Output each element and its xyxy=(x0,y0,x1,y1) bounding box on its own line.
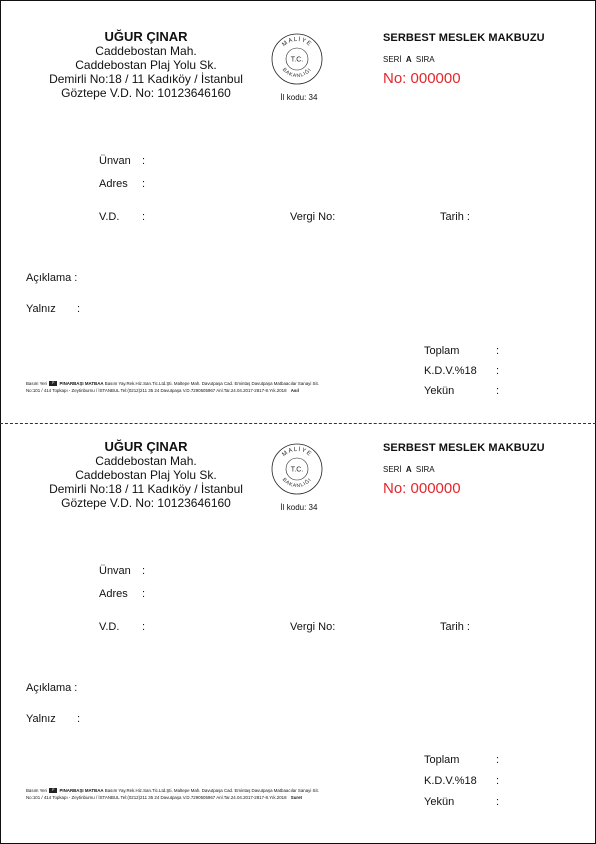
label-vergi-no: Vergi No: xyxy=(290,621,336,633)
issuer-name: UĞUR ÇINAR xyxy=(104,29,188,44)
series-letter: A xyxy=(405,465,412,474)
printer-details-2: No:101 / 414 Topkapı - Zeytinburnu / İSTANBUL Tel:(0212)211 35 24 Davutpaşa V.D.7290505967 Anl.Tar.24.04.2017-2817-8.Yık.2018 xyxy=(26,387,287,393)
label-vd: V.D. xyxy=(99,211,120,223)
series-suffix: SIRA xyxy=(415,465,435,474)
seal-bottom-text: BAKANLIĞI xyxy=(280,66,314,80)
printer-logo-icon: P xyxy=(49,381,57,386)
receipt-copy xyxy=(0,410,596,820)
label-kdv: K.D.V.%18 xyxy=(424,775,477,787)
label-unvan: Ünvan xyxy=(99,565,131,577)
seal-top-text: MALİYE xyxy=(281,36,313,49)
colon: : xyxy=(496,385,500,397)
printer-details-1: Basım Yay.Rek.Hiz.San.Tic.Ltd.Şti. Maltepe Mah. Davutpaşa Cad. Emintaş Davutpaşa Matbaacılar Sanayi Sit. xyxy=(104,381,319,386)
label-yekun: Yekün xyxy=(424,796,455,808)
colon: : xyxy=(496,345,500,357)
colon: : xyxy=(77,303,81,315)
printer-logo-icon: P xyxy=(49,788,57,793)
series-prefix: SERİ xyxy=(383,55,402,64)
receipt-number: No: 000000 xyxy=(383,480,461,497)
seal-center-text: T.C. xyxy=(290,56,304,64)
printer-brand: PINARBAŞI MATBAA xyxy=(59,381,104,386)
svg-text:BAKANLIĞI xyxy=(281,67,313,79)
copy-label: Suret xyxy=(290,794,302,800)
label-vergi-no: Vergi No: xyxy=(290,211,336,223)
label-tarih: Tarih : xyxy=(440,621,470,633)
issuer-address-1: Caddebostan Mah. xyxy=(95,454,197,468)
printer-imprint xyxy=(26,788,319,801)
series-suffix: SIRA xyxy=(415,55,435,64)
colon: : xyxy=(77,713,81,725)
printer-prefix: Basım Yeri xyxy=(26,381,47,386)
province-code: İl kodu: 34 xyxy=(280,503,318,512)
copy-label: Asıl xyxy=(290,387,299,393)
issuer-address-3: Demirli No:18 / 11 Kadıköy / İstanbul xyxy=(49,482,243,496)
colon: : xyxy=(496,754,500,766)
issuer-address-1: Caddebostan Mah. xyxy=(95,44,197,58)
svg-text:MALİYE xyxy=(281,36,312,48)
printer-details-1: Basım Yay.Rek.Hiz.San.Tic.Ltd.Şti. Maltepe Mah. Davutpaşa Cad. Emintaş Davutpaşa Matbaacılar Sanayi Sit. xyxy=(104,788,319,793)
series-letter: A xyxy=(405,55,412,64)
label-toplam: Toplam xyxy=(424,345,460,357)
label-adres: Adres xyxy=(99,588,128,600)
label-adres: Adres xyxy=(99,178,128,190)
colon: : xyxy=(142,565,146,577)
issuer-block xyxy=(0,30,292,100)
colon: : xyxy=(142,621,146,633)
colon: : xyxy=(142,155,146,167)
label-yekun: Yekün xyxy=(424,385,455,397)
series-line xyxy=(383,55,435,64)
colon: : xyxy=(142,178,146,190)
printer-brand: PINARBAŞI MATBAA xyxy=(59,788,104,793)
receipt-title: SERBEST MESLEK MAKBUZU xyxy=(383,32,545,44)
receipt-title: SERBEST MESLEK MAKBUZU xyxy=(383,442,545,454)
seal-center-text: T.C. xyxy=(290,466,304,474)
issuer-address-3: Demirli No:18 / 11 Kadıköy / İstanbul xyxy=(49,72,243,86)
colon: : xyxy=(496,365,500,377)
colon: : xyxy=(142,211,146,223)
label-unvan: Ünvan xyxy=(99,155,131,167)
ministry-seal-icon xyxy=(271,443,323,495)
label-toplam: Toplam xyxy=(424,754,460,766)
series-prefix: SERİ xyxy=(383,465,402,474)
issuer-address-2: Caddebostan Plaj Yolu Sk. xyxy=(75,58,217,72)
svg-text:MALİYE xyxy=(281,446,312,458)
colon: : xyxy=(142,588,146,600)
label-aciklama: Açıklama : xyxy=(26,272,78,284)
label-tarih: Tarih : xyxy=(440,211,470,223)
printer-imprint xyxy=(26,381,319,394)
ministry-seal-icon xyxy=(271,33,323,85)
issuer-block xyxy=(0,440,292,510)
colon: : xyxy=(496,775,500,787)
province-code: İl kodu: 34 xyxy=(280,93,318,102)
seal-bottom-text: BAKANLIĞI xyxy=(280,476,314,490)
label-kdv: K.D.V.%18 xyxy=(424,365,477,377)
issuer-tax-office: Göztepe V.D. No: 10123646160 xyxy=(61,496,231,510)
label-vd: V.D. xyxy=(99,621,120,633)
label-aciklama: Açıklama : xyxy=(26,682,78,694)
seal-top-text: MALİYE xyxy=(281,446,313,459)
colon: : xyxy=(496,796,500,808)
series-line xyxy=(383,465,435,474)
issuer-tax-office: Göztepe V.D. No: 10123646160 xyxy=(61,86,231,100)
receipt-original xyxy=(0,0,596,410)
printer-prefix: Basım Yeri xyxy=(26,788,47,793)
issuer-name: UĞUR ÇINAR xyxy=(104,439,188,454)
receipt-number: No: 000000 xyxy=(383,70,461,87)
printer-details-2: No:101 / 414 Topkapı - Zeytinburnu / İSTANBUL Tel:(0212)211 35 24 Davutpaşa V.D.7290505967 Anl.Tar.24.04.2017-2817-8.Yık.2018 xyxy=(26,794,287,800)
label-yalniz: Yalnız xyxy=(26,303,56,315)
issuer-address-2: Caddebostan Plaj Yolu Sk. xyxy=(75,468,217,482)
svg-text:BAKANLIĞI xyxy=(281,477,313,489)
label-yalniz: Yalnız xyxy=(26,713,56,725)
